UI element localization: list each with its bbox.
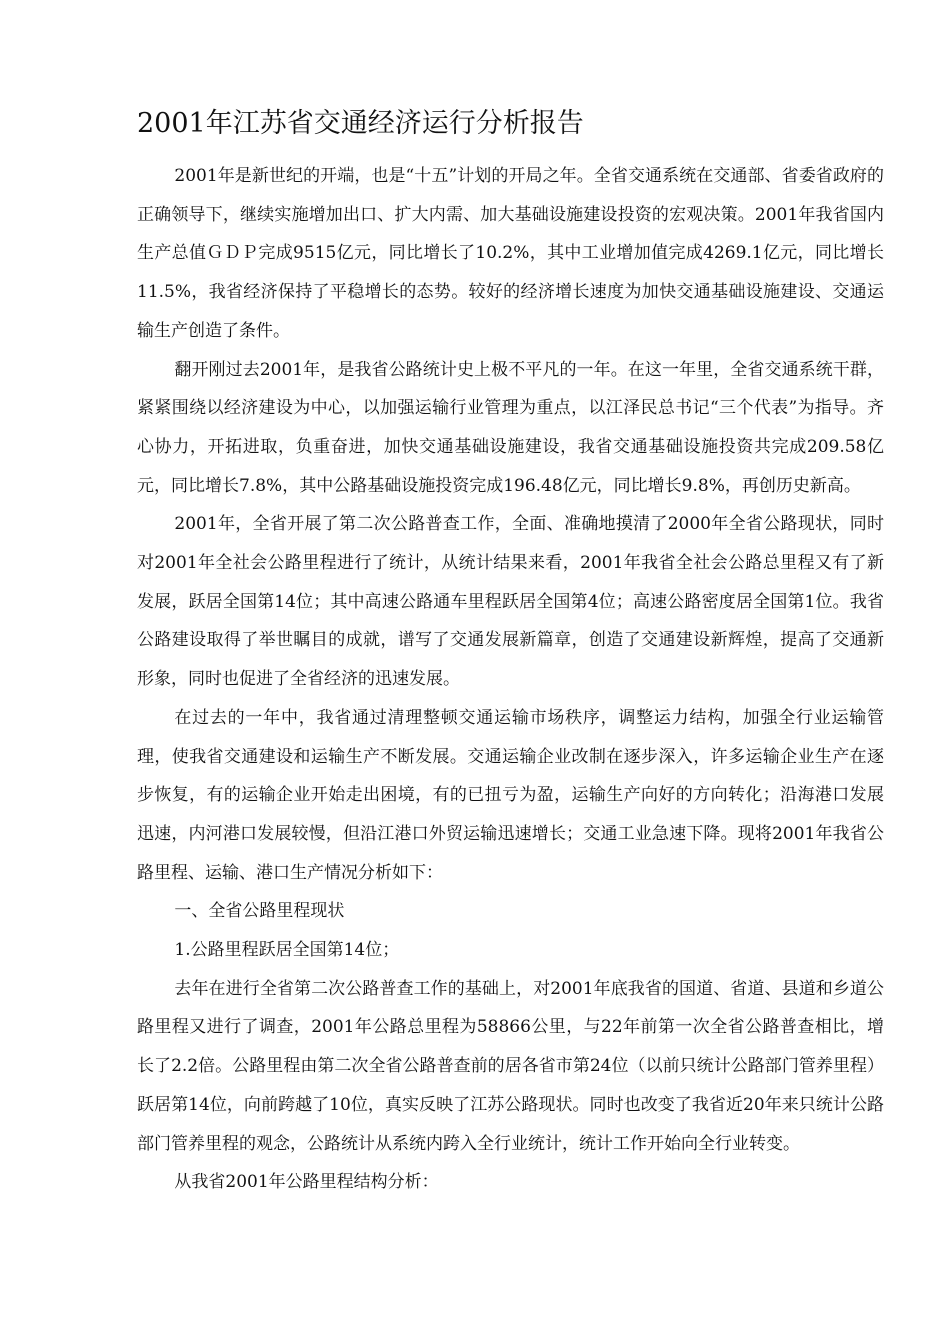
document-body (137, 157, 884, 1202)
subsection-heading-rank: 1.公路里程跃居全国第14位； (174, 940, 400, 961)
section-heading-highway-mileage: 一、全省公路里程现状 (174, 901, 345, 922)
paragraph-transport-market: 在过去的一年中，我省通过清理整顿交通运输市场秩序，调整运力结构，加强全行业运输管理，使我省交通建设和运输生产不断发展。交通运输企业改制在逐步深入，许多运输企业生产在逐步恢复，有的运输企业开始走出困境，有的已扭亏为盈，运输生产向好的方向转化；沿海港口发展迅速，内河港口发展较慢，但沿江港口外贸运输迅速增长；交通工业急速下降。现将2001年我省公路里程、运输、港口生产情况分析如下： (137, 707, 884, 883)
paragraph-intro: 2001年是新世纪的开端，也是“十五”计划的开局之年。全省交通系统在交通部、省委省政府的正确领导下，继续实施增加出口、扩大内需、加大基础设施建设投资的宏观决策。2001年我省国内生产总值ＧＤＰ完成9515亿元，同比增长了10.2%，其中工业增加值完成4269.1亿元，同比增长11.5%，我省经济保持了平稳增长的态势。较好的经济增长速度为加快交通基础设施建设、交通运输生产创造了条件。 (137, 166, 884, 341)
paragraph-structure-analysis: 从我省2001年公路里程结构分析： (174, 1172, 439, 1193)
paragraph-highway-census: 2001年，全省开展了第二次公路普查工作，全面、准确地摸清了2000年全省公路现状，同时对2001年全社会公路里程进行了统计，从统计结果来看，2001年我省全社会公路总里程又有了新发展，跃居全国第14位；其中高速公路通车里程跃居全国第4位；高速公路密度居全国第1位。我省公路建设取得了举世瞩目的成就，谱写了交通发展新篇章，创造了交通建设新辉煌，提高了交通新形象，同时也促进了全省经济的迅速发展。 (137, 514, 884, 690)
document-title: 2001年江苏省交通经济运行分析报告 (137, 108, 584, 139)
paragraph-review-2001: 翻开刚过去2001年，是我省公路统计史上极不平凡的一年。在这一年里，全省交通系统干群，紧紧围绕以经济建设为中心，以加强运输行业管理为重点，以江泽民总书记“三个代表”为指导。齐心协力，开拓进取，负重奋进，加快交通基础设施建设，我省交通基础设施投资共完成209.58亿元，同比增长7.8%，其中公路基础设施投资完成196.48亿元，同比增长9.8%，再创历史新高。 (137, 359, 884, 496)
paragraph-mileage-survey: 去年在进行全省第二次公路普查工作的基础上，对2001年底我省的国道、省道、县道和乡道公路里程又进行了调查，2001年公路总里程为58866公里，与22年前第一次全省公路普查相比，增长了2.2倍。公路里程由第二次全省公路普查前的居各省市第24位（以前只统计公路部门管养里程）跃居第14位，向前跨越了10位，真实反映了江苏公路现状。同时也改变了我省近20年来只统计公路部门管养里程的观念，公路统计从系统内跨入全行业统计，统计工作开始向全行业转变。 (137, 978, 884, 1154)
